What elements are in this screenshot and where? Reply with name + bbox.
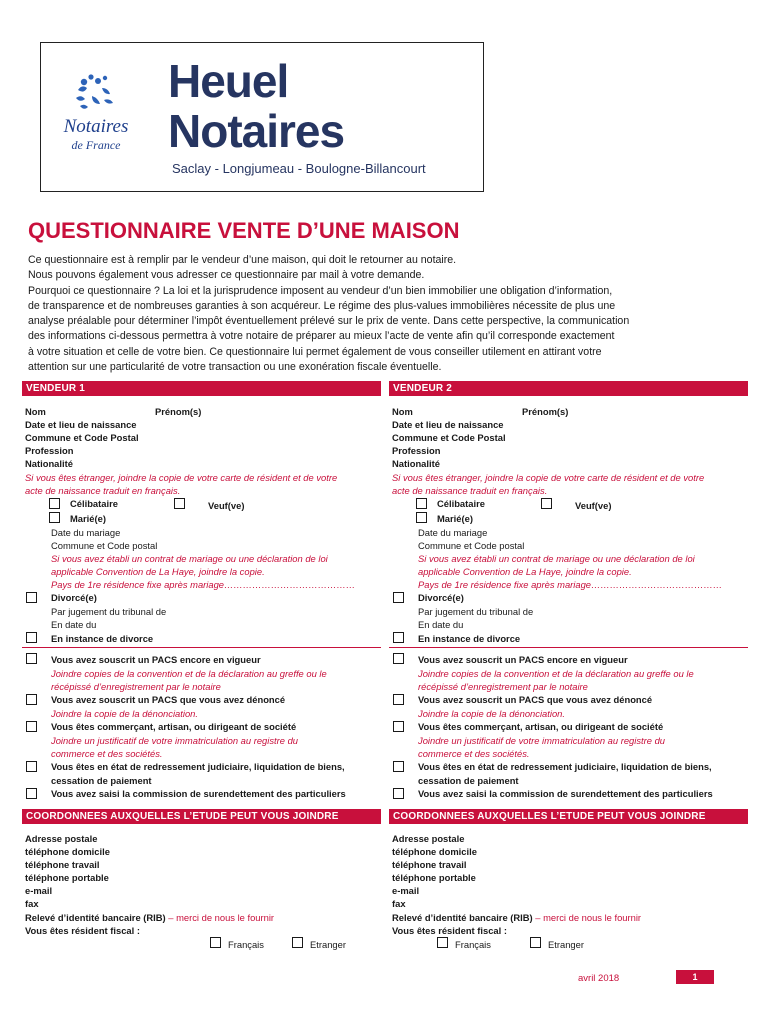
commercant-note: Joindre un justificatif de votre immatriculation au registre du — [51, 735, 298, 746]
instance-checkbox[interactable] — [26, 632, 37, 643]
marie-checkbox[interactable] — [416, 512, 427, 523]
intro-line: Ce questionnaire est à remplir par le vendeur d’une maison, qui doit le retourner au notaire. — [28, 254, 457, 266]
divider — [389, 647, 748, 648]
nationalite-label: Nationalité — [25, 458, 73, 469]
divorce-checkbox[interactable] — [393, 592, 404, 603]
rib-row — [25, 912, 274, 924]
etranger-label: Etranger — [310, 939, 346, 950]
brand-cities: Saclay - Longjumeau - Boulogne-Billancourt — [172, 161, 426, 176]
email-label: e-mail — [392, 885, 420, 896]
pacs-checkbox[interactable] — [26, 653, 37, 664]
contrat-note: applicable Convention de La Haye, joindre la copie. — [51, 566, 265, 577]
vendeur-2-header: VENDEUR 2 — [389, 381, 748, 396]
prenom-label: Prénom(s) — [522, 406, 569, 417]
commune-cp-label: Commune et Code postal — [418, 540, 525, 551]
vendeur-1-header: VENDEUR 1 — [22, 381, 381, 396]
page-number: 1 — [676, 970, 714, 984]
date-mariage-label: Date du mariage — [418, 527, 488, 538]
tel-domicile-label: téléphone domicile — [25, 846, 110, 857]
veuf-checkbox[interactable] — [541, 498, 552, 509]
en-date-label: En date du — [418, 619, 464, 630]
intro-line: attention sur une particularité de votre transaction ou une exonération fiscale éventuelle. — [28, 361, 442, 374]
pacs-label: Vous avez souscrit un PACS encore en vigueur — [418, 654, 628, 665]
date-lieu-label: Date et lieu de naissance — [392, 419, 504, 430]
commercant-note: Joindre un justificatif de votre immatriculation au registre du — [418, 735, 665, 746]
instance-checkbox[interactable] — [393, 632, 404, 643]
fax-label: fax — [392, 898, 406, 909]
francais-checkbox[interactable] — [210, 937, 221, 948]
celibataire-checkbox[interactable] — [416, 498, 427, 509]
commune-label: Commune et Code Postal — [25, 432, 139, 443]
footer-date: avril 2018 — [578, 973, 620, 984]
veuf-label: Veuf(ve) — [208, 500, 245, 511]
intro-line: à votre situation et celle de votre bien. Ce questionnaire lui permet également de vous conseiller utilement en attirant votre — [28, 345, 602, 358]
intro-line: analyse préalable pour déterminer l’impôt éventuellement prélevé sur le prix de vente. Dans cette perspective, la communication — [28, 315, 630, 328]
surendettement-label: Vous avez saisi la commission de surendettement des particuliers — [418, 788, 713, 799]
surendettement-checkbox[interactable] — [26, 788, 37, 799]
denonciation-note: Joindre la copie de la dénonciation. — [418, 708, 565, 719]
commercant-checkbox[interactable] — [26, 721, 37, 732]
veuf-checkbox[interactable] — [174, 498, 185, 509]
etranger-note: acte de naissance traduit en français. — [25, 485, 181, 496]
coords-header: COORDONNEES AUXQUELLES L’ETUDE PEUT VOUS JOINDRE — [389, 809, 748, 824]
rib-label: Relevé d’identité bancaire (RIB) — [25, 912, 166, 923]
adresse-label: Adresse postale — [25, 833, 98, 844]
commercant-label: Vous êtes commerçant, artisan, ou dirigeant de société — [51, 721, 297, 732]
commercant-label: Vous êtes commerçant, artisan, ou dirigeant de société — [418, 721, 664, 732]
celibataire-checkbox[interactable] — [49, 498, 60, 509]
marie-label: Marié(e) — [70, 513, 106, 524]
pacs-note: Joindre copies de la convention et de la déclaration au greffe ou le — [418, 668, 694, 679]
tel-travail-label: téléphone travail — [392, 859, 467, 870]
profession-label: Profession — [25, 445, 74, 456]
divorce-label: Divorcé(e) — [51, 592, 97, 603]
date-mariage-label: Date du mariage — [51, 527, 121, 538]
pacs-label: Vous avez souscrit un PACS encore en vigueur — [51, 654, 261, 665]
francais-label: Français — [228, 939, 264, 950]
etranger-note: Si vous êtes étranger, joindre la copie de votre carte de résident et de votre — [392, 472, 705, 483]
etranger-checkbox[interactable] — [292, 937, 303, 948]
redressement-label: Vous êtes en état de redressement judiciaire, liquidation de biens, — [51, 761, 345, 772]
pays-note: Pays de 1re résidence fixe après mariage…………………………………… — [418, 579, 723, 590]
pacs-denonce-checkbox[interactable] — [393, 694, 404, 705]
divorce-label: Divorcé(e) — [418, 592, 464, 603]
nom-label: Nom — [392, 406, 413, 417]
coords-header: COORDONNEES AUXQUELLES L’ETUDE PEUT VOUS JOINDRE — [22, 809, 381, 824]
commune-cp-label: Commune et Code postal — [51, 540, 158, 551]
pacs-note: récépissé d’enregistrement par le notaire — [418, 681, 588, 692]
etranger-note: acte de naissance traduit en français. — [392, 485, 548, 496]
pacs-note: récépissé d’enregistrement par le notaire — [51, 681, 221, 692]
celibataire-label: Célibataire — [70, 498, 118, 509]
notaires-de-france-logo — [44, 68, 148, 158]
veuf-label: Veuf(ve) — [575, 500, 612, 511]
adresse-label: Adresse postale — [392, 833, 465, 844]
francais-checkbox[interactable] — [437, 937, 448, 948]
rib-label: Relevé d’identité bancaire (RIB) — [392, 912, 533, 923]
resident-label: Vous êtes résident fiscal : — [25, 925, 140, 936]
intro-line: Pourquoi ce questionnaire ? La loi et la jurisprudence imposent au vendeur d’un bien immobilier une obligation d’information, — [28, 284, 613, 297]
pacs-denonce-label: Vous avez souscrit un PACS que vous avez dénoncé — [418, 694, 653, 705]
profession-label: Profession — [392, 445, 441, 456]
tel-portable-label: téléphone portable — [25, 872, 109, 883]
jugement-label: Par jugement du tribunal de — [51, 606, 167, 617]
nom-label: Nom — [25, 406, 46, 417]
pacs-checkbox[interactable] — [393, 653, 404, 664]
etranger-label: Etranger — [548, 939, 584, 950]
denonciation-note: Joindre la copie de la dénonciation. — [51, 708, 198, 719]
redressement-checkbox[interactable] — [393, 761, 404, 772]
email-label: e-mail — [25, 885, 53, 896]
marianne-icon — [44, 68, 148, 118]
tel-domicile-label: téléphone domicile — [392, 846, 477, 857]
date-lieu-label: Date et lieu de naissance — [25, 419, 137, 430]
fax-label: fax — [25, 898, 39, 909]
commercant-note: commerce et des sociétés. — [51, 748, 163, 759]
intro-line: Nous pouvons également vous adresser ce questionnaire par mail à votre demande. — [28, 269, 425, 282]
jugement-label: Par jugement du tribunal de — [418, 606, 534, 617]
etranger-note: Si vous êtes étranger, joindre la copie de votre carte de résident et de votre — [25, 472, 338, 483]
prenom-label: Prénom(s) — [155, 406, 202, 417]
pacs-denonce-checkbox[interactable] — [26, 694, 37, 705]
document-title: QUESTIONNAIRE VENTE D’UNE MAISON — [28, 218, 460, 243]
intro-line: des informations ci-dessous permettra à votre notaire de préparer au mieux l’acte de vente afin qu’il corresponde exactement — [28, 330, 615, 343]
commercant-note: commerce et des sociétés. — [418, 748, 530, 759]
en-date-label: En date du — [51, 619, 97, 630]
contrat-note: applicable Convention de La Haye, joindre la copie. — [418, 566, 632, 577]
nationalite-label: Nationalité — [392, 458, 440, 469]
brand-line-2: Notaires — [168, 105, 345, 157]
commune-label: Commune et Code Postal — [392, 432, 506, 443]
marie-checkbox[interactable] — [49, 512, 60, 523]
rib-row — [392, 912, 641, 924]
contrat-note: Si vous avez établi un contrat de mariage ou une déclaration de loi — [51, 553, 328, 564]
nf-logo-subtitle: de France — [71, 138, 121, 152]
pacs-note: Joindre copies de la convention et de la déclaration au greffe ou le — [51, 668, 327, 679]
marie-label: Marié(e) — [437, 513, 473, 524]
instance-label: En instance de divorce — [418, 633, 521, 644]
celibataire-label: Célibataire — [437, 498, 485, 509]
redressement-label: cessation de paiement — [51, 775, 152, 786]
francais-label: Français — [455, 939, 491, 950]
commercant-checkbox[interactable] — [393, 721, 404, 732]
pays-note: Pays de 1re résidence fixe après mariage…………………………………… — [51, 579, 356, 590]
redressement-label: cessation de paiement — [418, 775, 519, 786]
intro-paragraph — [28, 253, 746, 375]
redressement-checkbox[interactable] — [26, 761, 37, 772]
surendettement-checkbox[interactable] — [393, 788, 404, 799]
surendettement-label: Vous avez saisi la commission de surendettement des particuliers — [51, 788, 346, 799]
instance-label: En instance de divorce — [51, 633, 154, 644]
intro-line: de transparence et de nombreuses garanties à son acquéreur. Le régime des plus-values immobilières nécessite de plus une — [28, 299, 616, 312]
brand-line-1: Heuel — [168, 55, 289, 107]
rib-note: – merci de nous le fournir — [532, 912, 642, 923]
rib-note: – merci de nous le fournir — [165, 912, 275, 923]
redressement-label: Vous êtes en état de redressement judiciaire, liquidation de biens, — [418, 761, 712, 772]
resident-label: Vous êtes résident fiscal : — [392, 925, 507, 936]
pacs-denonce-label: Vous avez souscrit un PACS que vous avez dénoncé — [51, 694, 286, 705]
divider — [22, 647, 381, 648]
tel-travail-label: téléphone travail — [25, 859, 100, 870]
divorce-checkbox[interactable] — [26, 592, 37, 603]
nf-logo-title: Notaires — [63, 116, 129, 137]
etranger-checkbox[interactable] — [530, 937, 541, 948]
tel-portable-label: téléphone portable — [392, 872, 476, 883]
contrat-note: Si vous avez établi un contrat de mariage ou une déclaration de loi — [418, 553, 695, 564]
